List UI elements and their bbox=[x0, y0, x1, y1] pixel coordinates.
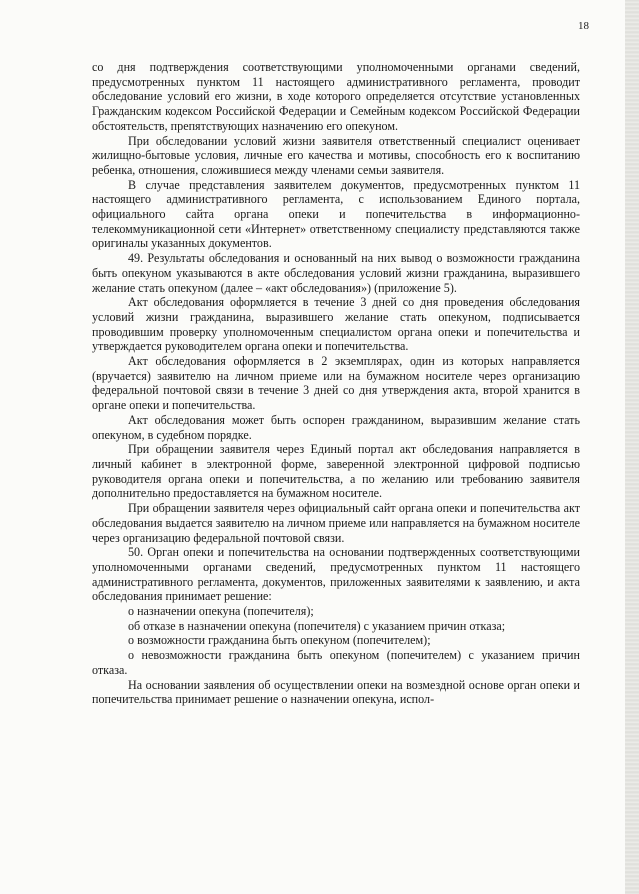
paragraph: Акт обследования может быть оспорен гражданином, выразившим желание стать опекуном, в судебном порядке. bbox=[92, 412, 580, 442]
paragraph: Акт обследования оформляется в течение 3 дней со дня проведения обследования условий жизни гражданина, выразившего желание стать опекуном, подписывается проводившим проверку уполномоченным специалистом органа опеки и попечительства и утверждается руководителем органа опеки и попечительства. bbox=[92, 295, 580, 354]
page-number: 18 bbox=[578, 20, 589, 32]
paragraph: При обращении заявителя через официальный сайт органа опеки и попечительства акт обследования выдается заявителю на личном приеме или направляется на бумажном носителе через организацию федеральной почтовой связи. bbox=[92, 501, 580, 545]
paragraph: В случае представления заявителем документов, предусмотренных пунктом 11 настоящего административного регламента, с использованием Единого портала, официального сайта органа опеки и попечительства в информационно-телекоммуникационной сети «Интернет» ответственному специалисту представляются также оригиналы указанных документов. bbox=[92, 177, 580, 251]
scan-edge bbox=[625, 0, 639, 894]
paragraph-item-49: 49. Результаты обследования и основанный на них вывод о возможности гражданина быть опекуном указываются в акте обследования условий жизни гражданина, выразившего желание стать опекуном (далее – «акт обследования») (приложение 5). bbox=[92, 251, 580, 295]
decision-list-item: об отказе в назначении опекуна (попечителя) с указанием причин отказа; bbox=[128, 618, 506, 633]
paragraph-item-50: 50. Орган опеки и попечительства на основании подтвержденных соответствующими уполномоченными органами сведений, предусмотренных пунктом 11 настоящего административного регламента, документов, приложенных заявителями к заявлению, и акта обследования принимает решение: bbox=[92, 545, 580, 604]
decision-list-item: о невозможности гражданина быть опекуном (попечителем) с указанием причин отказа. bbox=[92, 648, 580, 677]
paragraph-continuation: со дня подтверждения соответствующими уполномоченными органами сведений, предусмотренных пунктом 11 настоящего административного регламента, проводит обследование условий его жизни, в ходе которого определяется отсутствие установленных Гражданским кодексом Российской Федерации и Семейным кодексом Российской Федерации обстоятельств, препятствующих назначению его опекуном. bbox=[92, 60, 580, 133]
paragraph: Акт обследования оформляется в 2 экземплярах, один из которых направляется (вручается) заявителю на личном приеме или на бумажном носителе через организацию федеральной почтовой связи в течение 3 дней со дня утверждения акта, второй хранится в органе опеки и попечительства. bbox=[92, 354, 580, 413]
document-body bbox=[92, 60, 580, 707]
paragraph: При обследовании условий жизни заявителя ответственный специалист оценивает жилищно-бытовые условия, личные его качества и мотивы, способность его к воспитанию ребенка, отношения, сложившиеся между членами семьи заявителя. bbox=[92, 133, 580, 177]
paragraph: На основании заявления об осуществлении опеки на возмездной основе орган опеки и попечительства принимает решение о назначении опекуна, испол- bbox=[92, 677, 580, 707]
decision-list-item: о назначении опекуна (попечителя); bbox=[128, 604, 314, 619]
paragraph: При обращении заявителя через Единый портал акт обследования направляется в личный кабинет в электронной форме, заверенной электронной цифровой подписью руководителя органа опеки и попечительства, а по желанию или требованию заявителя дополнительно предоставляется на бумажном носителе. bbox=[92, 442, 580, 501]
decision-list-item: о возможности гражданина быть опекуном (попечителем); bbox=[128, 633, 431, 648]
